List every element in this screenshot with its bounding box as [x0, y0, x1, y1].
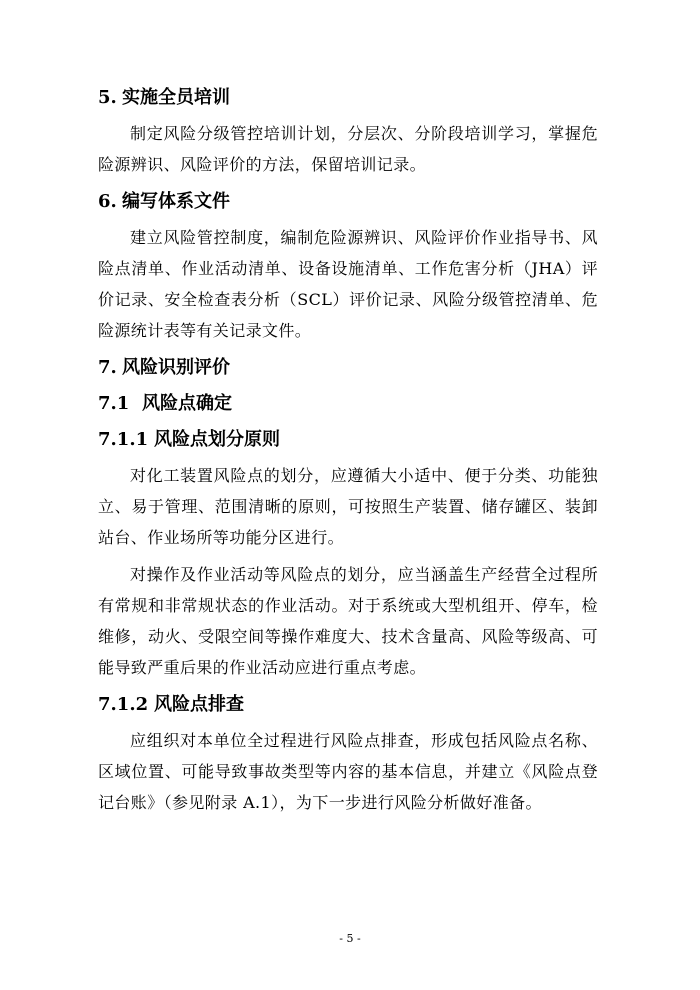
paragraph: 对化工装置风险点的划分，应遵循大小适中、便于分类、功能独立、易于管理、范围清晰的原则，可按照生产装置、储存罐区、装卸站台、作业场所等功能分区进行。: [98, 466, 598, 547]
section-number: 6.: [98, 191, 117, 212]
section-number: 7.1.1: [98, 429, 149, 450]
section-title: 实施全员培训: [122, 87, 230, 108]
section-title: 编写体系文件: [122, 191, 230, 212]
document-body: [98, 82, 598, 818]
section-heading-6: [98, 186, 598, 218]
section-heading-7-1: [98, 388, 598, 420]
section-title: 风险点划分原则: [154, 429, 280, 450]
section-number: 5.: [98, 87, 117, 108]
paragraph: 对操作及作业活动等风险点的划分，应当涵盖生产经营全过程所有常规和非常规状态的作业活动。对于系统或大型机组开、停车，检维修，动火、受限空间等操作难度大、技术含量高、风险等级高、可能导致严重后果的作业活动应进行重点考虑。: [98, 565, 598, 677]
section-title: 风险识别评价: [122, 357, 230, 378]
section-heading-7-1-2: [98, 689, 598, 721]
section-number: 7.1.2: [98, 694, 149, 715]
page-number: - 5 -: [339, 932, 361, 945]
section-number: 7.: [98, 357, 117, 378]
paragraph: 制定风险分级管控培训计划，分层次、分阶段培训学习，掌握危险源辨识、风险评价的方法，保留培训记录。: [98, 124, 598, 174]
paragraph: 应组织对本单位全过程进行风险点排查，形成包括风险点名称、区域位置、可能导致事故类型等内容的基本信息，并建立《风险点登记台账》（参见附录 A.1），为下一步进行风险分析做好准备。: [98, 731, 598, 812]
paragraph: 建立风险管控制度，编制危险源辨识、风险评价作业指导书、风险点清单、作业活动清单、设备设施清单、工作危害分析（JHA）评价记录、安全检查表分析（SCL）评价记录、风险分级管控清单、危险源统计表等有关记录文件。: [98, 228, 598, 340]
section-title: 风险点确定: [142, 393, 232, 414]
section-heading-7-1-1: [98, 424, 598, 456]
section-number: 7.1: [98, 393, 130, 414]
section-heading-5: [98, 82, 598, 114]
section-title: 风险点排查: [154, 694, 244, 715]
section-heading-7: [98, 352, 598, 384]
